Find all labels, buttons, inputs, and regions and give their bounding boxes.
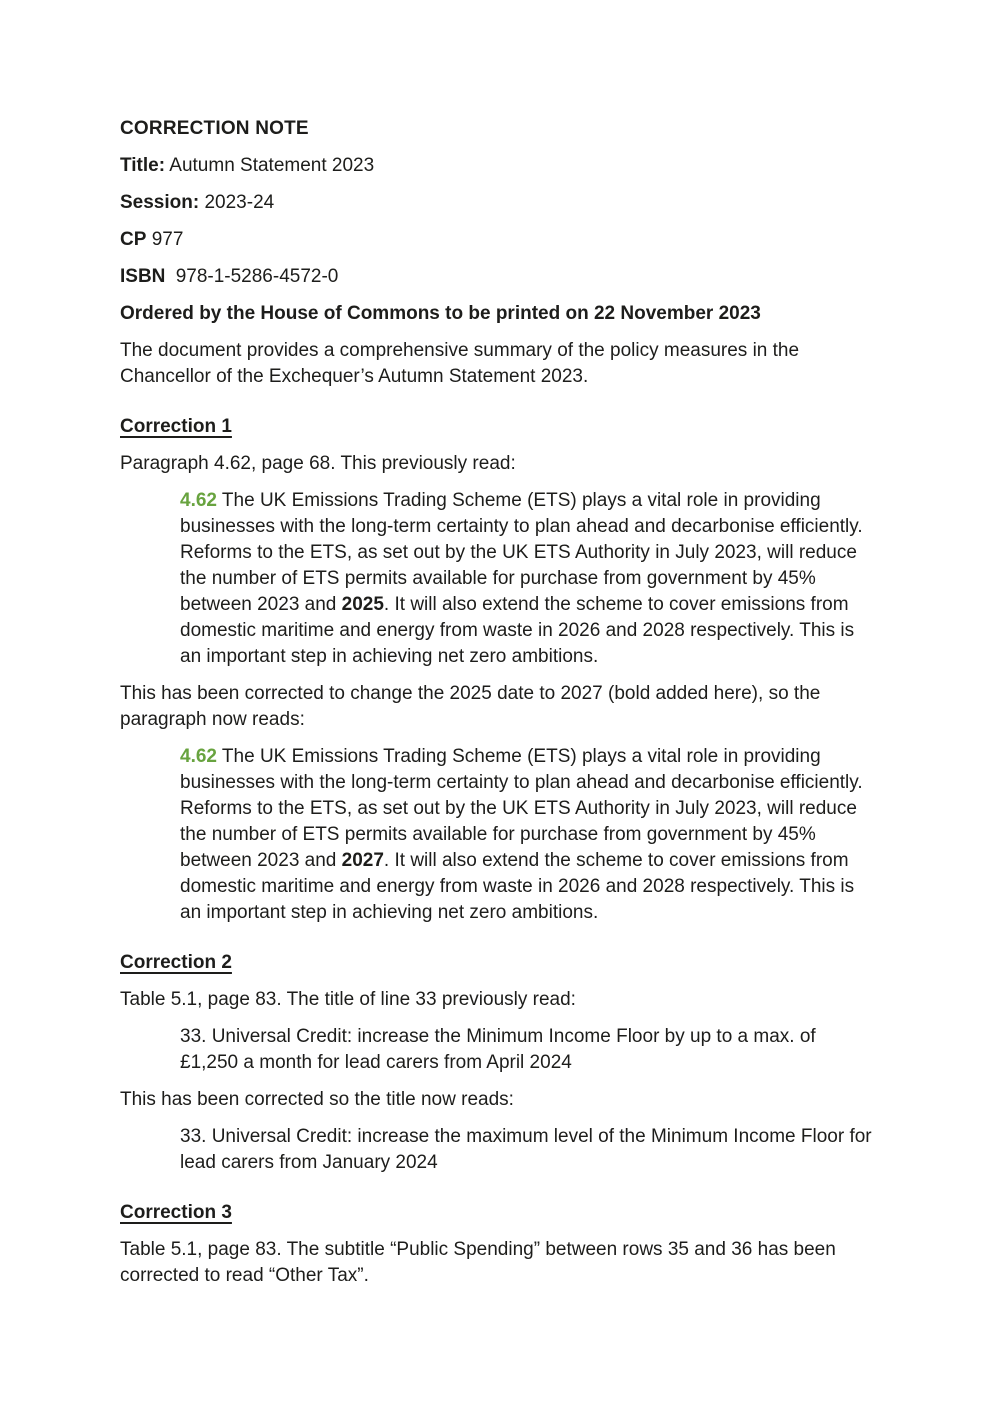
page-title: CORRECTION NOTE	[120, 118, 309, 139]
meta-isbn-line	[120, 264, 865, 290]
quote-highlight-2025: 2025	[341, 594, 384, 615]
correction-2-section	[120, 950, 880, 1176]
meta-title-value: Autumn Statement 2023	[169, 155, 375, 176]
correction-3-heading: Correction 3	[120, 1202, 232, 1223]
quote-text-pre: The UK Emissions Trading Scheme (ETS) plays a vital role in providing businesses with the long-term certainty to plan ahead and decarbonise efficiently. Reforms to the ETS, as set out by the UK ETS Authority in July 2023, will reduce the number of ETS permits available for purchase from government by 45% between 2023 and	[180, 490, 863, 615]
meta-session-value: 2023-24	[204, 192, 275, 213]
meta-isbn-label: ISBN	[120, 266, 166, 287]
meta-cp-value: 977	[151, 229, 184, 250]
meta-title-label: Title:	[120, 155, 166, 176]
quote-text-post: . It will also extend the scheme to cover emissions from domestic maritime and energy from waste in 2026 and 2028 respectively. This is an important step in achieving net zero ambitions.	[180, 594, 855, 667]
meta-session-label: Session:	[120, 192, 200, 213]
summary-paragraph: The document provides a comprehensive summary of the policy measures in the Chancellor of the Exchequer’s Autumn Statement 2023.	[120, 340, 800, 387]
quote-text-post: . It will also extend the scheme to cover emissions from domestic maritime and energy from waste in 2026 and 2028 respectively. This is an important step in achieving net zero ambitions.	[180, 850, 855, 923]
quote-text-pre: The UK Emissions Trading Scheme (ETS) plays a vital role in providing businesses with the long-term certainty to plan ahead and decarbonise efficiently. Reforms to the ETS, as set out by the UK ETS Authority in July 2023, will reduce the number of ETS permits available for purchase from government by 45% between 2023 and	[180, 746, 863, 871]
quote-highlight-2027: 2027	[341, 850, 384, 871]
correction-2-heading: Correction 2	[120, 952, 232, 973]
meta-isbn-value: 978-1-5286-4572-0	[175, 266, 339, 287]
correction-1-middle: This has been corrected to change the 2025 date to 2027 (bold added here), so the paragraph now reads:	[120, 683, 821, 730]
meta-title-line	[120, 153, 865, 179]
paragraph-number: 4.62	[180, 746, 217, 767]
correction-2-quote-after: 33. Universal Credit: increase the maximum level of the Minimum Income Floor for lead carers from January 2024	[180, 1126, 872, 1173]
paragraph-number: 4.62	[180, 490, 217, 511]
correction-3-text: Table 5.1, page 83. The subtitle “Public Spending” between rows 35 and 36 has been corrected to read “Other Tax”.	[120, 1239, 836, 1286]
meta-cp-line	[120, 227, 865, 253]
correction-1-quote-before	[180, 488, 875, 670]
meta-session-line	[120, 190, 865, 216]
correction-2-middle: This has been corrected so the title now reads:	[120, 1089, 514, 1110]
document-content	[120, 116, 880, 1300]
ordered-statement: Ordered by the House of Commons to be printed on 22 November 2023	[120, 303, 761, 324]
correction-1-intro: Paragraph 4.62, page 68. This previously read:	[120, 453, 516, 474]
correction-2-quote-before: 33. Universal Credit: increase the Minimum Income Floor by up to a max. of £1,250 a month for lead carers from April 2024	[180, 1026, 816, 1073]
correction-1-quote-after	[180, 744, 875, 926]
correction-2-intro: Table 5.1, page 83. The title of line 33 previously read:	[120, 989, 576, 1010]
meta-cp-label: CP	[120, 229, 147, 250]
correction-1-section	[120, 414, 880, 926]
correction-1-heading: Correction 1	[120, 416, 232, 437]
correction-3-section	[120, 1200, 880, 1289]
